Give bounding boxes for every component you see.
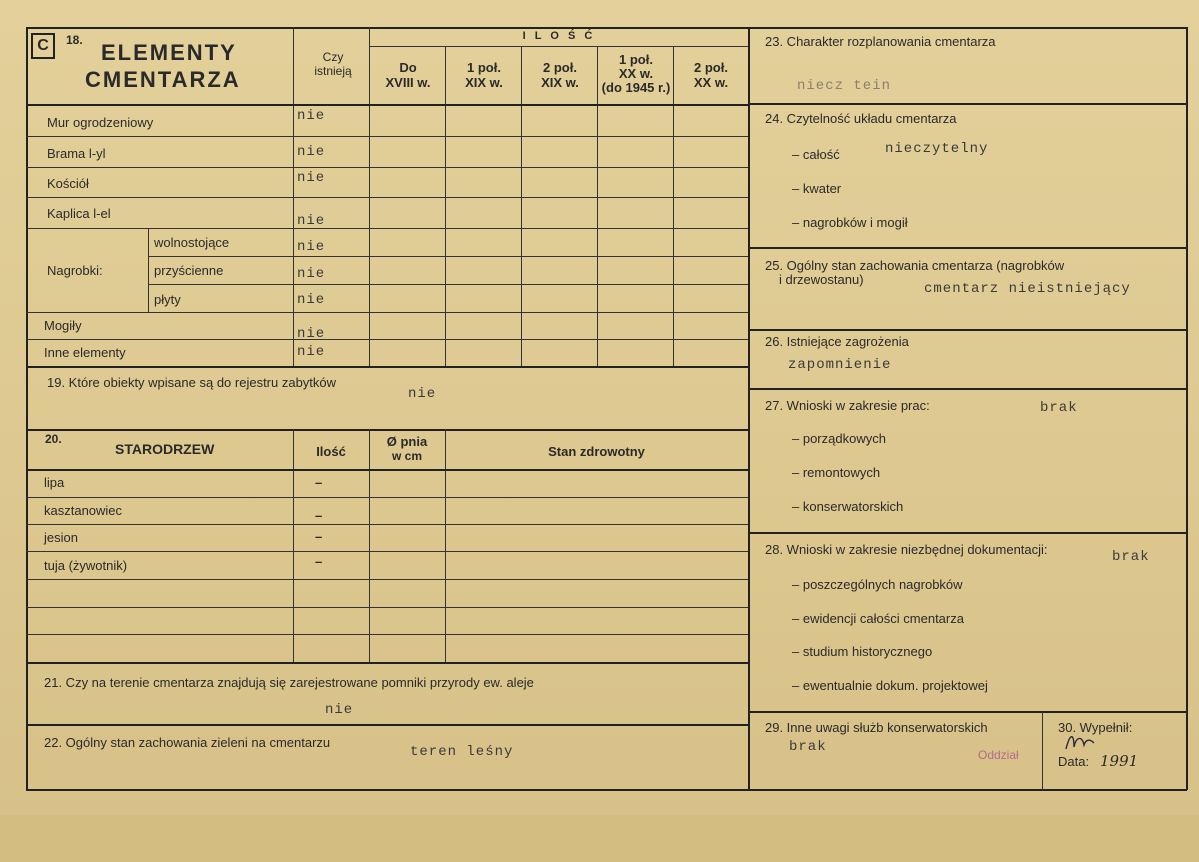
tree-qty: –	[315, 529, 323, 544]
period-1-l1: Do	[399, 60, 417, 75]
col-fi-2: w cm	[391, 449, 422, 463]
grid-h	[26, 662, 748, 664]
nagrobki-label: Nagrobki:	[47, 263, 103, 278]
frame-right	[1186, 27, 1188, 790]
section21-label: 21. Czy na terenie cmentarza znajdują się zarejestrowane pomniki przyrody ew. aleje	[44, 675, 534, 690]
grid-h	[26, 497, 748, 498]
section24-label: 24. Czytelność układu cmentarza	[765, 111, 957, 126]
grid-h	[26, 167, 748, 168]
section28-item: – ewidencji całości cmentarza	[792, 611, 964, 626]
grid-h	[26, 724, 748, 726]
section24-item: – kwater	[792, 181, 842, 196]
tree-qty: –	[315, 475, 323, 490]
grid-h	[26, 607, 748, 608]
section28-item: – studium historycznego	[792, 644, 933, 659]
grid-v	[597, 47, 598, 367]
grid-h	[748, 247, 1186, 249]
section25-line2: i drzewostanu)	[779, 272, 864, 287]
section27-item: – konserwatorskich	[792, 499, 904, 514]
grid-h	[369, 46, 748, 47]
section29-value: brak	[789, 739, 827, 755]
period-5-l2: XX w.	[693, 75, 729, 90]
grid-h	[26, 312, 748, 313]
row-label: przyścienne	[154, 263, 224, 278]
row-value: nie	[297, 344, 326, 360]
row-label: wolnostojące	[154, 235, 230, 250]
row-value: nie	[297, 144, 326, 160]
grid-v	[293, 429, 294, 662]
grid-v	[445, 429, 446, 662]
grid-v	[148, 228, 149, 312]
section28-label: 28. Wnioski w zakresie niezbędnej dokumentacji:	[765, 542, 1048, 557]
section25-value: cmentarz nieistniejący	[924, 281, 1131, 297]
grid-h	[26, 579, 748, 580]
col-ilosc: Ilość	[316, 444, 346, 459]
section29-label: 29. Inne uwagi służb konserwatorskich	[765, 720, 988, 735]
section27-value: brak	[1040, 400, 1078, 416]
section28-item: – ewentualnie dokum. projektowej	[792, 678, 988, 693]
section26-label: 26. Istniejące zagrożenia	[765, 334, 909, 349]
tree-qty: –	[315, 554, 323, 569]
signature-scribble	[1062, 729, 1098, 755]
frame-middle	[748, 27, 750, 790]
ilosc-header: I L O Ś Ć	[522, 30, 596, 42]
col-stan: Stan zdrowotny	[548, 444, 645, 459]
frame-bottom	[26, 789, 1187, 791]
section18-title-1: ELEMENTY	[101, 40, 237, 65]
grid-v	[445, 47, 446, 367]
col-fi-1: Ø pnia	[386, 434, 428, 449]
section28-value: brak	[1112, 549, 1150, 565]
row-label: Mogiły	[44, 318, 82, 333]
grid-h	[148, 284, 748, 285]
grid-h	[26, 104, 748, 106]
section26-value: zapomnienie	[788, 357, 892, 373]
tree-name: lipa	[44, 475, 65, 490]
period-1-l2: XVIII w.	[385, 75, 431, 90]
period-3-l1: 2 poł.	[543, 60, 577, 75]
category-box: C	[31, 33, 55, 59]
tree-name: jesion	[44, 530, 78, 545]
section24-value: nieczytelny	[885, 141, 989, 157]
grid-h	[26, 429, 748, 431]
row-value: nie	[297, 239, 326, 255]
frame-left	[26, 27, 28, 790]
section20-title: STARODRZEW	[115, 441, 215, 457]
section30-label: 30. Wypełnił:	[1058, 720, 1133, 735]
grid-h	[26, 228, 748, 229]
grid-h	[26, 551, 748, 552]
section22-value: teren leśny	[410, 744, 514, 760]
section24-item: – nagrobków i mogił	[792, 215, 908, 230]
grid-h	[26, 524, 748, 525]
row-label: Mur ogrodzeniowy	[47, 115, 154, 130]
stamp-text: Oddział	[978, 748, 1019, 762]
row-label: płyty	[154, 292, 181, 307]
grid-h	[748, 711, 1186, 713]
row-value: nie	[297, 213, 326, 229]
grid-h	[148, 256, 748, 257]
period-4-l2: XX w.	[618, 66, 654, 81]
tree-name: kasztanowiec	[44, 503, 123, 518]
section22-label: 22. Ogólny stan zachowania zieleni na cmentarzu	[44, 735, 331, 750]
period-3-l2: XIX w.	[541, 75, 579, 90]
col-exists-1: Czy	[322, 50, 344, 64]
row-value: nie	[297, 326, 326, 342]
col-exists-2: istnieją	[314, 64, 352, 78]
section23-label: 23. Charakter rozplanowania cmentarza	[765, 34, 996, 49]
section27-label: 27. Wnioski w zakresie prac:	[765, 398, 930, 413]
section27-item: – porządkowych	[792, 431, 886, 446]
section25-line1: 25. Ogólny stan zachowania cmentarza (nagrobków	[765, 258, 1065, 273]
grid-h	[748, 388, 1186, 390]
period-5-l1: 2 poł.	[694, 60, 728, 75]
section24-item: – całość	[792, 147, 840, 162]
period-2-l1: 1 poł.	[467, 60, 501, 75]
grid-h	[26, 136, 748, 137]
grid-h	[26, 197, 748, 198]
grid-v	[521, 47, 522, 367]
grid-h	[748, 329, 1186, 331]
row-label: Kościół	[47, 176, 89, 191]
grid-v	[369, 429, 370, 662]
row-value: nie	[297, 170, 326, 186]
section20-number: 20.	[45, 432, 62, 446]
grid-v	[673, 47, 674, 367]
section19-value: nie	[408, 386, 437, 402]
card-edge	[0, 815, 1199, 862]
section18-title-2: CMENTARZA	[85, 67, 241, 92]
row-value: nie	[297, 108, 326, 124]
row-value: nie	[297, 292, 326, 308]
section28-item: – poszczególnych nagrobków	[792, 577, 963, 592]
period-2-l2: XIX w.	[465, 75, 503, 90]
row-label: Brama l-yl	[47, 146, 106, 161]
section19-label: 19. Które obiekty wpisane są do rejestru zabytków	[47, 375, 337, 390]
grid-h	[26, 366, 748, 368]
period-4-l3: (do 1945 r.)	[601, 80, 671, 95]
grid-h	[26, 634, 748, 635]
section23-value: niecz tein	[797, 78, 892, 94]
grid-v	[1042, 711, 1043, 790]
section30-date-label: Data:	[1058, 754, 1090, 769]
tree-qty: –	[315, 508, 323, 523]
grid-h	[748, 103, 1186, 105]
tree-name: tuja (żywotnik)	[44, 558, 128, 573]
row-label: Inne elementy	[44, 345, 126, 360]
section27-item: – remontowych	[792, 465, 881, 480]
period-4-l1: 1 poł.	[619, 52, 653, 67]
row-value: nie	[297, 266, 326, 282]
row-label: Kaplica l-el	[47, 206, 111, 221]
grid-h	[26, 469, 748, 471]
section21-value: nie	[325, 702, 354, 718]
grid-h	[26, 339, 748, 340]
section18-number: 18.	[66, 33, 83, 47]
section30-date-value: 1991	[1100, 752, 1139, 770]
grid-h	[748, 532, 1186, 534]
frame-top	[26, 27, 1187, 29]
